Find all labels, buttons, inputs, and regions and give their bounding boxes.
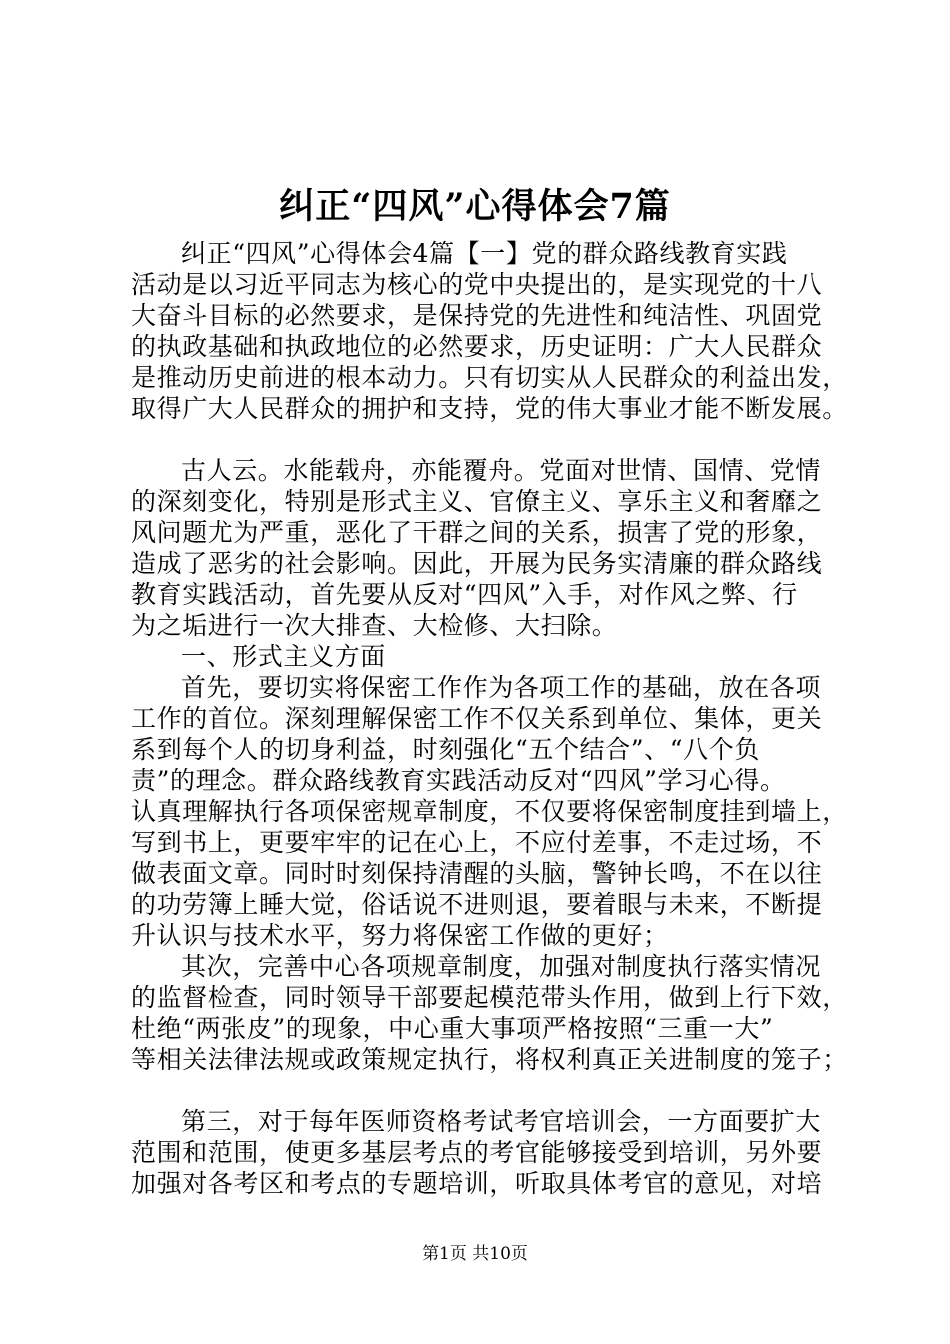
text-line: 加强对各考区和考点的专题培训，听取具体考官的意见，对培 xyxy=(131,1169,823,1198)
paragraph-1 xyxy=(131,238,848,424)
text-line: 首先，要切实将保密工作作为各项工作的基础，放在各项 xyxy=(181,673,822,702)
text-line: 取得广大人民群众的拥护和支持，党的伟大事业才能不断发展。 xyxy=(131,394,848,423)
text-line: 其次，完善中心各项规章制度，加强对制度执行落实情况 xyxy=(181,952,822,981)
paragraph-4 xyxy=(131,951,848,1075)
section-heading xyxy=(131,641,831,672)
text-line: 责”的理念。群众路线教育实践活动反对“四风”学习心得。 xyxy=(131,766,786,795)
text-line: 杜绝“两张皮”的现象，中心重大事项严格按照“三重一大” xyxy=(131,1014,774,1043)
text-line: 风问题尤为严重，恶化了干群之间的关系，损害了党的形象， xyxy=(131,518,823,547)
document-title: 纠正“四风”心得体会7篇 xyxy=(279,186,671,227)
page-number-footer: 第1页 共10页 xyxy=(422,1244,528,1264)
section-heading-text: 一、形式主义方面 xyxy=(181,642,386,671)
text-line: 系到每个人的切身利益，时刻强化“五个结合”、“八个负 xyxy=(131,735,760,764)
paragraph-spacer xyxy=(131,1075,831,1106)
text-line: 的监督检查，同时领导干部要起模范带头作用，做到上行下效， xyxy=(131,983,848,1012)
text-line: 工作的首位。深刻理解保密工作不仅关系到单位、集体，更关 xyxy=(131,704,823,733)
paragraph-2 xyxy=(131,455,831,641)
text-line: 的深刻变化，特别是形式主义、官僚主义、享乐主义和奢靡之 xyxy=(131,487,823,516)
text-line: 等相关法律法规或政策规定执行，将权利真正关进制度的笼子； xyxy=(131,1045,848,1074)
text-line: 认真理解执行各项保密规章制度，不仅要将保密制度挂到墙上， xyxy=(131,797,848,826)
text-line: 范围和范围，使更多基层考点的考官能够接受到培训，另外要 xyxy=(131,1138,823,1167)
paragraph-3 xyxy=(131,672,848,951)
text-line: 古人云。水能载舟，亦能覆舟。党面对世情、国情、党情 xyxy=(181,456,822,485)
text-line: 第三，对于每年医师资格考试考官培训会，一方面要扩大 xyxy=(181,1107,822,1136)
text-line: 写到书上，更要牢牢的记在心上，不应付差事，不走过场，不 xyxy=(131,828,823,857)
text-line: 教育实践活动，首先要从反对“四风”入手，对作风之弊、行 xyxy=(131,580,798,609)
text-line: 做表面文章。同时时刻保持清醒的头脑，警钟长鸣，不在以往 xyxy=(131,859,823,888)
paragraph-5 xyxy=(131,1106,831,1199)
paragraph-spacer xyxy=(131,424,831,455)
text-line: 造成了恶劣的社会影响。因此，开展为民务实清廉的群众路线 xyxy=(131,549,823,578)
text-line: 为之垢进行一次大排查、大检修、大扫除。 xyxy=(131,611,618,640)
text-line: 的功劳簿上睡大觉，俗话说不进则退，要着眼与未来，不断提 xyxy=(131,890,823,919)
text-line: 纠正“四风”心得体会4篇【一】党的群众路线教育实践 xyxy=(181,239,788,268)
text-line: 活动是以习近平同志为核心的党中央提出的，是实现党的十八 xyxy=(131,270,823,299)
text-line: 是推动历史前进的根本动力。只有切实从人民群众的利益出发， xyxy=(131,363,848,392)
text-line: 升认识与技术水平，努力将保密工作做的更好； xyxy=(131,921,669,950)
text-line: 的执政基础和执政地位的必然要求，历史证明：广大人民群众 xyxy=(131,332,823,361)
text-line: 大奋斗目标的必然要求，是保持党的先进性和纯洁性、巩固党 xyxy=(131,301,823,330)
document-body xyxy=(131,238,848,1199)
